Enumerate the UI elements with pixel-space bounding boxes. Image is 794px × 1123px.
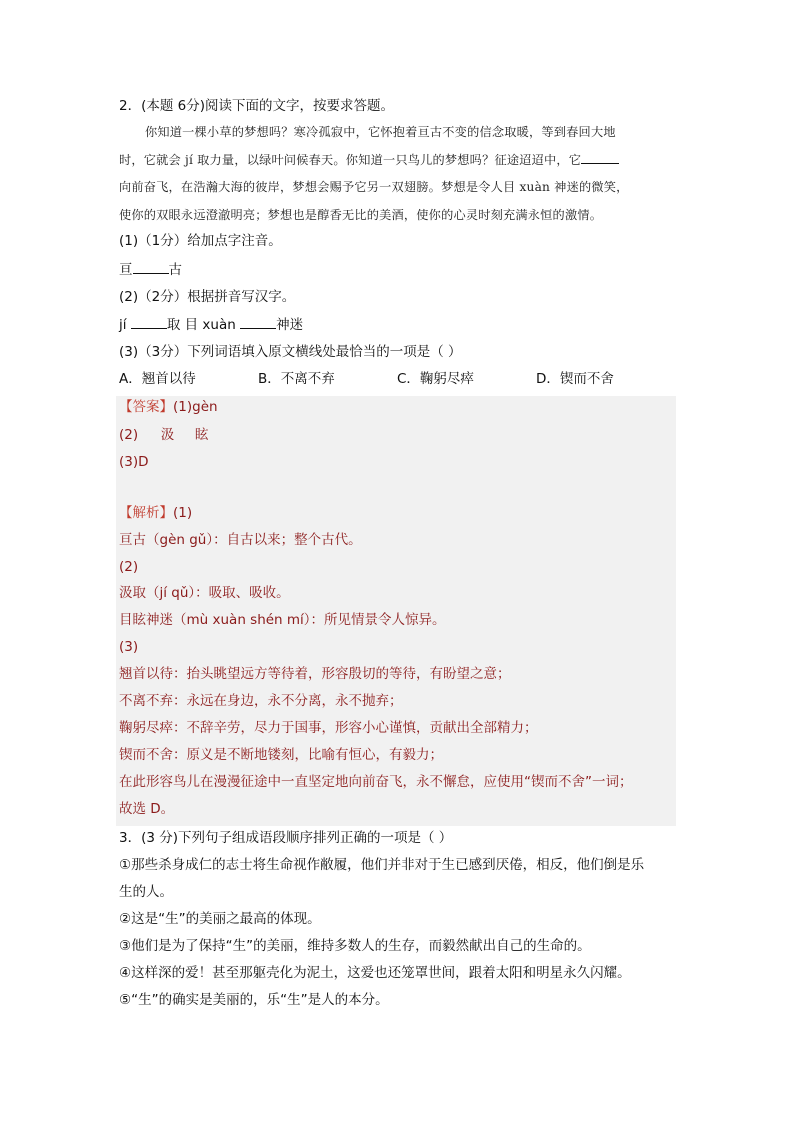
answer-tag: 【答案】 — [119, 399, 173, 415]
analysis-line: (3) — [119, 639, 139, 655]
answer-blank[interactable] — [131, 314, 167, 329]
fill-blank[interactable] — [581, 149, 619, 164]
analysis-line: 不离不弃：永远在身边，永不分离，永不抛弃； — [119, 693, 403, 709]
q2-sub1-answer-line — [119, 259, 182, 280]
answer-blank[interactable] — [133, 259, 169, 274]
char: 古 — [168, 262, 182, 278]
q3-item: 生的人。 — [119, 884, 173, 900]
analysis-line: 锲而不舍：原义是不断地镂刻，比喻有恒心，有毅力； — [119, 747, 443, 763]
answer-blank[interactable] — [240, 314, 276, 329]
q2-heading: 2．(本题 6分)阅读下面的文字，按要求答题。 — [119, 98, 395, 114]
q2-sub2: (2)（2分）根据拼音写汉字。 — [119, 289, 296, 305]
analysis-line: 翘首以待：抬头眺望远方等待着，形容殷切的等待，有盼望之意； — [119, 666, 511, 682]
option-c[interactable]: C．鞠躬尽瘁 — [397, 371, 474, 387]
answer-2-char1: 汲 — [160, 427, 175, 443]
option-d[interactable]: D．锲而不舍 — [536, 371, 614, 387]
q3-item: ⑤“生”的确实是美丽的，乐“生”是人的本分。 — [119, 992, 389, 1008]
analysis-line: 鞠躬尽瘁：不辞辛劳，尽力于国事，形容小心谨慎，贡献出全部精力； — [119, 720, 538, 736]
answer-3: (3)D — [119, 454, 149, 470]
analysis-line-head — [119, 503, 192, 523]
passage-line: 你知道一棵小草的梦想吗？寒冷孤寂中，它怀抱着亘古不变的信念取暖，等到春回大地 — [145, 125, 616, 139]
char: 目 — [184, 317, 199, 333]
q3-heading: 3．(3 分)下列句子组成语段顺序排列正确的一项是（ ） — [119, 830, 453, 846]
analysis-line: 亘古（gèn gǔ）：自古以来；整个古代。 — [119, 532, 362, 548]
analysis-line: 汲取（jí qǔ）：吸取、吸收。 — [119, 585, 290, 601]
passage-line: 使你的双眼永远澄澈明亮；梦想也是醇香无比的美酒，使你的心灵时刻充满永恒的激情。 — [119, 207, 603, 222]
q2-sub1: (1)（1分）给加点字注音。 — [119, 233, 282, 249]
analysis-tag: 【解析】 — [119, 505, 173, 521]
q3-item: ④这样深的爱！甚至那躯壳化为泥土，这爱也还笼罩世间，跟着太阳和明星永久闪耀。 — [119, 965, 631, 981]
analysis-part-1: (1) — [173, 505, 193, 521]
answer-2-label: (2) — [119, 427, 139, 443]
analysis-line: 在此形容鸟儿在漫漫征途中一直坚定地向前奋飞，永不懈怠，应使用“锲而不舍”一词； — [119, 774, 633, 790]
char: 神迷 — [276, 317, 304, 333]
answer-1: (1)gèn — [173, 399, 218, 415]
pinyin: xuàn — [202, 317, 236, 333]
answer-line-1 — [119, 397, 218, 417]
answer-line-2 — [119, 425, 208, 445]
q2-sub3: (3)（3分）下列词语填入原文横线处最恰当的一项是（ ） — [119, 344, 462, 360]
option-b[interactable]: B．不离不弃 — [258, 371, 335, 387]
analysis-line: 目眩神迷（mù xuàn shén mí）：所见情景令人惊异。 — [119, 612, 446, 628]
pinyin: jí — [119, 317, 127, 333]
answer-2-char2: 眩 — [194, 427, 209, 443]
char: 取 — [166, 317, 181, 333]
q2-options — [119, 369, 679, 389]
passage-line — [119, 147, 679, 175]
dotted-char: 亘 — [119, 262, 133, 278]
q2-passage — [119, 119, 679, 229]
passage-text: 时，它就会 jí 取力量，以绿叶问候春天。你知道一只鸟儿的梦想吗？征途迢迢中，它 — [119, 152, 582, 167]
q2-sub2-answer-line — [119, 314, 303, 335]
option-a[interactable]: A．翘首以待 — [119, 371, 196, 387]
q3-item: ①那些杀身成仁的志士将生命视作敝履，他们并非对于生已感到厌倦，相反，他们倒是乐 — [119, 857, 645, 873]
analysis-line: 故选 D。 — [119, 801, 175, 817]
analysis-line: (2) — [119, 559, 139, 575]
passage-line: 向前奋飞，在浩瀚大海的彼岸，梦想会赐予它另一双翅膀。梦想是令人目 xuàn 神迷的微笑， — [119, 180, 629, 194]
q3-item: ②这是“生”的美丽之最高的体现。 — [119, 911, 321, 927]
q3-item: ③他们是为了保持“生”的美丽，维持多数人的生存，而毅然献出自己的生命的。 — [119, 938, 591, 954]
